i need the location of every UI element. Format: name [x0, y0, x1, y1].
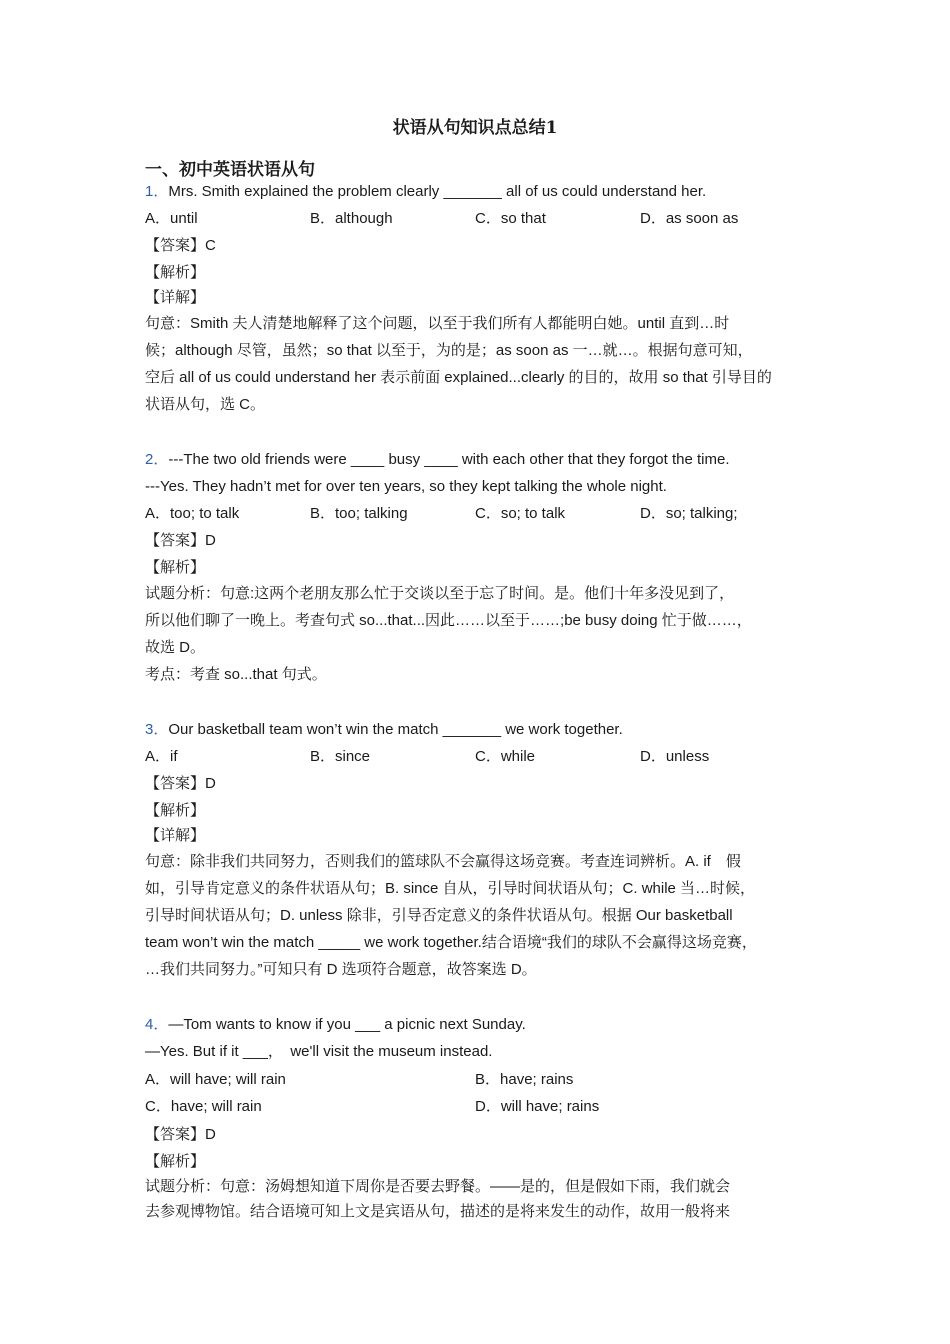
option-d: D．so; talking; [640, 505, 738, 522]
option-d: D．unless [640, 748, 710, 765]
section-heading: 一、初中英语状语从句 [145, 160, 315, 180]
question-number: 1． [145, 183, 169, 200]
question-3-stem [145, 719, 810, 741]
explanation-line: …我们共同努力。”可知只有 D 选项符合题意，故答案选 D。 [145, 961, 537, 978]
option-a: A．until [145, 210, 198, 227]
question-text: Our basketball team won’t win the match _______ we work together. [168, 721, 623, 738]
option-c: C．while [475, 748, 536, 765]
question-4-stem-line2: —Yes. But if it ___， we'll visit the museum instead. [145, 1043, 493, 1060]
option-b: B．although [310, 210, 393, 227]
question-2-stem-line2: ---Yes. They hadn’t met for over ten years, so they kept talking the whole night. [145, 478, 667, 495]
option-d: D．will have; rains [475, 1098, 600, 1115]
question-number: 4． [145, 1016, 169, 1033]
explanation-line: 引导时间状语从句；D. unless 除非，引导否定意义的条件状语从句。根据 Our basketball [145, 907, 733, 924]
analysis-label: 【解析】 [145, 802, 206, 819]
option-a: A．will have; will rain [145, 1071, 286, 1088]
explanation-line: team won’t win the match _____ we work together.结合语境“我们的球队不会赢得这场竞赛， [145, 934, 757, 951]
explanation-line: 如，引导肯定意义的条件状语从句；B. since 自从，引导时间状语从句；C. while 当…时候， [145, 880, 756, 897]
answer-label: 【答案】C [145, 237, 216, 254]
analysis-label: 【解析】 [145, 264, 206, 281]
explanation-line: 去参观博物馆。结合语境可知上文是宾语从句，描述的是将来发生的动作，故用一般将来 [145, 1203, 731, 1220]
explanation-line: 句意：Smith 夫人清楚地解释了这个问题，以至于我们所有人都能明白她。until 直到…时 [145, 315, 730, 332]
answer-label: 【答案】D [145, 775, 216, 792]
option-c: C．have; will rain [145, 1098, 262, 1115]
explanation-line: 考点：考查 so...that 句式。 [145, 666, 327, 683]
question-2-stem [145, 449, 810, 471]
question-text: Mrs. Smith explained the problem clearly _______ all of us could understand her. [168, 183, 707, 200]
explanation-line: 候；although 尽管，虽然；so that 以至于，为的是；as soon as 一…就…。根据句意可知， [145, 342, 753, 359]
explanation-line: 故选 D。 [145, 639, 206, 656]
analysis-label: 【解析】 [145, 1153, 206, 1170]
question-1-stem [145, 181, 810, 203]
explanation-line: 所以他们聊了一晚上。考查句式 so...that...因此……以至于……;be busy doing 忙于做……， [145, 612, 752, 629]
detail-label: 【详解】 [145, 827, 206, 844]
option-c: C．so that [475, 210, 546, 227]
option-c: C．so; to talk [475, 505, 566, 522]
option-a: A．if [145, 748, 178, 765]
detail-label: 【详解】 [145, 289, 206, 306]
explanation-line: 空后 all of us could understand her 表示前面 explained...clearly 的目的，故用 so that 引导目的 [145, 369, 772, 386]
option-a: A．too; to talk [145, 505, 240, 522]
explanation-line: 试题分析：句意：汤姆想知道下周你是否要去野餐。——是的，但是假如下雨，我们就会 [145, 1178, 731, 1195]
option-b: B．have; rains [475, 1071, 574, 1088]
option-b: B．too; talking [310, 505, 408, 522]
question-text: ---The two old friends were ____ busy ____ with each other that they forgot the time. [168, 451, 730, 468]
question-text: —Tom wants to know if you ___ a picnic next Sunday. [168, 1016, 526, 1033]
document-title: 状语从句知识点总结1 [392, 118, 558, 138]
question-4-stem [145, 1014, 810, 1036]
answer-label: 【答案】D [145, 532, 216, 549]
analysis-label: 【解析】 [145, 559, 206, 576]
option-b: B．since [310, 748, 371, 765]
question-number: 3． [145, 721, 169, 738]
explanation-line: 试题分析：句意:这两个老朋友那么忙于交谈以至于忘了时间。是。他们十年多没见到了， [145, 585, 735, 602]
question-number: 2． [145, 451, 169, 468]
answer-label: 【答案】D [145, 1126, 216, 1143]
explanation-line: 状语从句，选 C。 [145, 396, 266, 413]
option-d: D．as soon as [640, 210, 739, 227]
explanation-line: 句意：除非我们共同努力，否则我们的篮球队不会赢得这场竞赛。考查连词辨析。A. if 假 [145, 853, 741, 870]
